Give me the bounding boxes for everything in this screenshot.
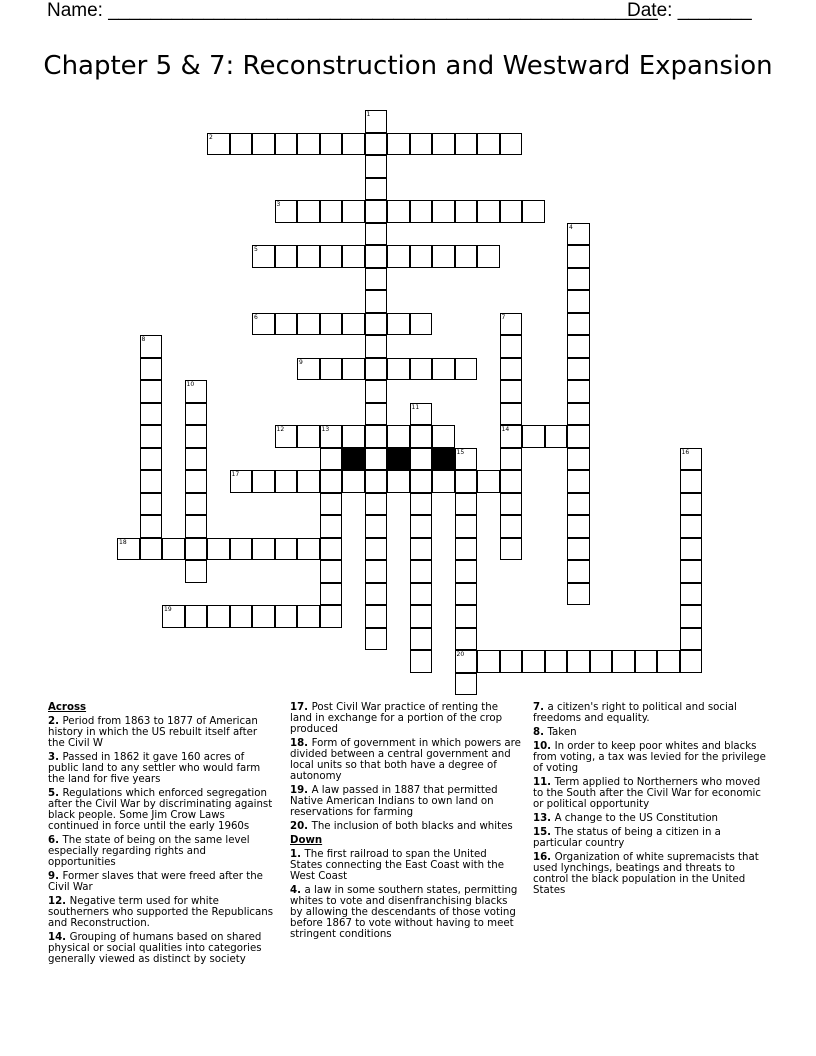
grid-cell[interactable] bbox=[567, 448, 590, 471]
grid-cell[interactable] bbox=[230, 605, 253, 628]
grid-cell[interactable] bbox=[365, 380, 388, 403]
clue-number: 8 bbox=[141, 336, 146, 343]
grid-cell[interactable] bbox=[275, 425, 298, 448]
across-clue bbox=[48, 871, 276, 893]
grid-cell[interactable] bbox=[477, 200, 500, 223]
across-clue bbox=[290, 821, 522, 832]
clue-text: Regulations which enforced segregation after the Civil War by discriminating against black people. Some Jim Crow Laws continued in force until the early 1960s bbox=[48, 788, 273, 832]
date-field[interactable]: Date: _______ bbox=[627, 0, 752, 21]
grid-cell[interactable] bbox=[297, 470, 320, 493]
grid-cell[interactable] bbox=[365, 155, 388, 178]
clue-label: 9. bbox=[48, 871, 63, 882]
clue-text: Grouping of humans based on shared physical or social qualities into categories generally viewed as distinct by society bbox=[48, 932, 262, 965]
grid-cell[interactable] bbox=[297, 313, 320, 336]
grid-cell[interactable] bbox=[275, 470, 298, 493]
grid-block bbox=[432, 448, 455, 471]
page-title: Chapter 5 & 7: Reconstruction and Westward Expansion bbox=[43, 51, 773, 81]
grid-cell[interactable] bbox=[410, 358, 433, 381]
grid-cell[interactable] bbox=[365, 245, 388, 268]
grid-cell[interactable] bbox=[500, 448, 523, 471]
grid-cell[interactable] bbox=[162, 538, 185, 561]
clue-number: 16 bbox=[681, 448, 690, 456]
across-clue bbox=[290, 702, 522, 735]
grid-cell[interactable] bbox=[680, 560, 703, 583]
grid-cell[interactable] bbox=[455, 605, 478, 628]
grid-cell[interactable] bbox=[140, 425, 163, 448]
grid-cell[interactable] bbox=[567, 380, 590, 403]
down-clue bbox=[533, 777, 769, 810]
clue-label: 20. bbox=[290, 821, 312, 832]
name-field[interactable]: Name: ____________________________________________________ bbox=[47, 0, 658, 21]
grid-cell[interactable] bbox=[387, 200, 410, 223]
grid-cell[interactable] bbox=[500, 313, 523, 336]
grid-cell[interactable] bbox=[567, 223, 590, 246]
clue-number: 19 bbox=[164, 606, 172, 613]
grid-cell[interactable] bbox=[140, 358, 163, 381]
grid-cell[interactable] bbox=[590, 650, 613, 673]
grid-cell[interactable] bbox=[365, 335, 388, 358]
clue-text: Form of government in which powers are divided between a central government and local units so that both have a degree of autonomy bbox=[290, 738, 521, 782]
clue-label: 5. bbox=[48, 788, 63, 799]
clue-number: 14 bbox=[501, 426, 510, 433]
clue-number: 15 bbox=[456, 448, 465, 456]
grid-cell[interactable] bbox=[207, 605, 230, 628]
grid-cell[interactable] bbox=[455, 515, 478, 538]
clue-number: 13 bbox=[321, 426, 330, 433]
grid-cell[interactable] bbox=[185, 515, 208, 538]
grid-cell[interactable] bbox=[545, 650, 568, 673]
grid-cell[interactable] bbox=[567, 470, 590, 493]
grid-cell[interactable] bbox=[140, 403, 163, 426]
grid-cell[interactable] bbox=[410, 470, 433, 493]
across-heading: Across bbox=[48, 702, 87, 713]
grid-cell[interactable] bbox=[567, 403, 590, 426]
grid-cell[interactable] bbox=[455, 650, 478, 673]
grid-cell[interactable] bbox=[297, 538, 320, 561]
grid-cell[interactable] bbox=[230, 133, 253, 156]
grid-cell[interactable] bbox=[252, 605, 275, 628]
grid-cell[interactable] bbox=[680, 628, 703, 651]
clue-text: a law in some southern states, permitting whites to vote and disenfranchising blacks by allowing the descendants of those voting before 1867 to vote without having to meet stringent conditions bbox=[290, 885, 518, 940]
down-clue bbox=[290, 885, 522, 940]
grid-cell[interactable] bbox=[275, 245, 298, 268]
clue-text: In order to keep poor whites and blacks from voting, a tax was levied for the privilege of voting bbox=[533, 741, 766, 774]
grid-cell[interactable] bbox=[342, 133, 365, 156]
grid-cell[interactable] bbox=[342, 245, 365, 268]
grid-cell[interactable] bbox=[320, 605, 343, 628]
clue-label: 6. bbox=[48, 835, 63, 846]
grid-cell[interactable] bbox=[455, 448, 478, 471]
grid-cell[interactable] bbox=[320, 583, 343, 606]
grid-cell[interactable] bbox=[342, 313, 365, 336]
across-clue bbox=[48, 752, 276, 785]
grid-cell[interactable] bbox=[432, 425, 455, 448]
grid-cell[interactable] bbox=[635, 650, 658, 673]
clue-label: 8. bbox=[533, 727, 548, 738]
clue-number: 6 bbox=[254, 313, 258, 321]
clue-text: Passed in 1862 it gave 160 acres of public land to any settler who would farm the land for five years bbox=[48, 752, 261, 785]
grid-cell[interactable] bbox=[387, 245, 410, 268]
clue-number: 11 bbox=[411, 403, 420, 411]
clue-number: 7 bbox=[501, 313, 506, 321]
clue-text: The first railroad to span the United States connecting the East Coast with the West Coast bbox=[290, 849, 504, 882]
grid-cell[interactable] bbox=[140, 448, 163, 471]
grid-cell[interactable] bbox=[612, 650, 635, 673]
grid-cell[interactable] bbox=[320, 425, 343, 448]
clue-text: a citizen's right to political and social freedoms and equality. bbox=[533, 702, 737, 724]
clue-number: 12 bbox=[276, 426, 285, 433]
grid-cell[interactable] bbox=[455, 358, 478, 381]
grid-cell[interactable] bbox=[320, 515, 343, 538]
grid-cell[interactable] bbox=[567, 268, 590, 291]
grid-cell[interactable] bbox=[275, 605, 298, 628]
clue-label: 15. bbox=[533, 827, 555, 838]
grid-cell[interactable] bbox=[567, 290, 590, 313]
clue-number: 3 bbox=[276, 201, 281, 208]
grid-cell[interactable] bbox=[342, 425, 365, 448]
grid-cell[interactable] bbox=[252, 538, 275, 561]
grid-cell[interactable] bbox=[185, 403, 208, 426]
clue-text: Term applied to Northerners who moved to the South after the Civil War for economic or political opportunity bbox=[533, 777, 761, 810]
grid-cell[interactable] bbox=[387, 470, 410, 493]
grid-cell[interactable] bbox=[567, 358, 590, 381]
grid-cell[interactable] bbox=[297, 605, 320, 628]
grid-cell[interactable] bbox=[365, 470, 388, 493]
clue-label: 1. bbox=[290, 849, 305, 860]
grid-cell[interactable] bbox=[410, 448, 433, 471]
grid-cell[interactable] bbox=[252, 245, 275, 268]
grid-cell[interactable] bbox=[477, 470, 500, 493]
grid-cell[interactable] bbox=[117, 538, 140, 561]
grid-cell[interactable] bbox=[410, 403, 433, 426]
clue-label: 3. bbox=[48, 752, 63, 763]
grid-cell[interactable] bbox=[410, 605, 433, 628]
grid-cell[interactable] bbox=[140, 380, 163, 403]
grid-cell[interactable] bbox=[365, 605, 388, 628]
grid-cell[interactable] bbox=[365, 628, 388, 651]
grid-cell[interactable] bbox=[567, 650, 590, 673]
clue-label: 19. bbox=[290, 785, 312, 796]
grid-cell[interactable] bbox=[365, 110, 388, 133]
grid-cell[interactable] bbox=[522, 200, 545, 223]
grid-cell[interactable] bbox=[410, 133, 433, 156]
grid-cell[interactable] bbox=[185, 448, 208, 471]
grid-cell[interactable] bbox=[567, 515, 590, 538]
across-clue bbox=[48, 835, 276, 868]
grid-cell[interactable] bbox=[342, 470, 365, 493]
grid-cell[interactable] bbox=[680, 583, 703, 606]
down-clue bbox=[533, 813, 769, 824]
clue-label: 4. bbox=[290, 885, 305, 896]
grid-cell[interactable] bbox=[410, 200, 433, 223]
grid-cell[interactable] bbox=[500, 403, 523, 426]
clue-number: 10 bbox=[186, 381, 195, 388]
grid-cell[interactable] bbox=[320, 538, 343, 561]
clue-number: 4 bbox=[569, 223, 573, 231]
clues-column-1 bbox=[48, 702, 276, 968]
grid-cell[interactable] bbox=[320, 313, 343, 336]
down-heading: Down bbox=[290, 835, 323, 846]
grid-cell[interactable] bbox=[657, 650, 680, 673]
grid-cell[interactable] bbox=[185, 493, 208, 516]
grid-cell[interactable] bbox=[522, 650, 545, 673]
grid-cell[interactable] bbox=[432, 470, 455, 493]
clue-number: 17 bbox=[231, 471, 240, 478]
clue-number: 9 bbox=[299, 358, 303, 366]
grid-cell[interactable] bbox=[207, 133, 230, 156]
grid-cell[interactable] bbox=[455, 560, 478, 583]
grid-cell[interactable] bbox=[320, 560, 343, 583]
grid-cell[interactable] bbox=[252, 133, 275, 156]
clue-label: 11. bbox=[533, 777, 555, 788]
grid-cell[interactable] bbox=[455, 628, 478, 651]
grid-cell[interactable] bbox=[410, 628, 433, 651]
across-clue bbox=[290, 738, 522, 782]
grid-cell[interactable] bbox=[432, 245, 455, 268]
grid-cell[interactable] bbox=[185, 605, 208, 628]
clue-text: A law passed in 1887 that permitted Native American Indians to own land on reservations for farming bbox=[290, 785, 498, 818]
grid-cell[interactable] bbox=[500, 133, 523, 156]
grid-cell[interactable] bbox=[455, 493, 478, 516]
grid-cell[interactable] bbox=[680, 650, 703, 673]
grid-cell[interactable] bbox=[162, 605, 185, 628]
clue-label: 16. bbox=[533, 852, 555, 863]
grid-cell[interactable] bbox=[320, 358, 343, 381]
grid-cell[interactable] bbox=[365, 403, 388, 426]
grid-cell[interactable] bbox=[500, 335, 523, 358]
grid-cell[interactable] bbox=[477, 133, 500, 156]
clues-column-3 bbox=[533, 702, 769, 899]
grid-cell[interactable] bbox=[500, 538, 523, 561]
grid-cell[interactable] bbox=[320, 448, 343, 471]
clue-text: Former slaves that were freed after the Civil War bbox=[48, 871, 263, 893]
grid-cell[interactable] bbox=[365, 178, 388, 201]
grid-cell[interactable] bbox=[297, 358, 320, 381]
grid-cell[interactable] bbox=[252, 470, 275, 493]
grid-cell[interactable] bbox=[365, 313, 388, 336]
grid-cell[interactable] bbox=[455, 200, 478, 223]
grid-cell[interactable] bbox=[365, 560, 388, 583]
grid-cell[interactable] bbox=[297, 245, 320, 268]
down-clue bbox=[533, 827, 769, 849]
grid-block bbox=[387, 448, 410, 471]
grid-cell[interactable] bbox=[567, 245, 590, 268]
clue-text: The state of being on the same level especially regarding rights and opportunities bbox=[48, 835, 250, 868]
grid-cell[interactable] bbox=[410, 583, 433, 606]
grid-cell[interactable] bbox=[320, 493, 343, 516]
grid-cell[interactable] bbox=[320, 470, 343, 493]
grid-cell[interactable] bbox=[455, 673, 478, 696]
across-clue bbox=[48, 896, 276, 929]
clue-number: 2 bbox=[209, 133, 213, 141]
grid-cell[interactable] bbox=[567, 560, 590, 583]
grid-cell[interactable] bbox=[185, 380, 208, 403]
grid-cell[interactable] bbox=[140, 470, 163, 493]
grid-cell[interactable] bbox=[320, 133, 343, 156]
clue-text: Organization of white supremacists that used lynchings, beatings and threats to control the black population in the United States bbox=[533, 852, 759, 896]
clue-label: 10. bbox=[533, 741, 555, 752]
grid-cell[interactable] bbox=[275, 133, 298, 156]
grid-cell[interactable] bbox=[275, 313, 298, 336]
grid-cell[interactable] bbox=[297, 200, 320, 223]
clues-column-2 bbox=[290, 702, 522, 943]
grid-cell[interactable] bbox=[342, 358, 365, 381]
grid-cell[interactable] bbox=[230, 470, 253, 493]
grid-cell[interactable] bbox=[140, 493, 163, 516]
clue-text: Negative term used for white southerners who supported the Republicans and Reconstruction. bbox=[48, 896, 274, 929]
grid-cell[interactable] bbox=[455, 133, 478, 156]
grid-cell[interactable] bbox=[387, 358, 410, 381]
clue-text: A change to the US Constitution bbox=[554, 813, 719, 824]
grid-cell[interactable] bbox=[567, 493, 590, 516]
grid-cell[interactable] bbox=[342, 200, 365, 223]
grid-cell[interactable] bbox=[500, 650, 523, 673]
grid-cell[interactable] bbox=[477, 650, 500, 673]
clue-number: 18 bbox=[119, 538, 127, 546]
grid-cell[interactable] bbox=[365, 425, 388, 448]
grid-cell[interactable] bbox=[567, 335, 590, 358]
clue-label: 12. bbox=[48, 896, 70, 907]
grid-cell[interactable] bbox=[432, 133, 455, 156]
clue-label: 14. bbox=[48, 932, 70, 943]
grid-cell[interactable] bbox=[320, 245, 343, 268]
clue-label: 7. bbox=[533, 702, 548, 713]
grid-cell[interactable] bbox=[410, 650, 433, 673]
grid-cell[interactable] bbox=[410, 425, 433, 448]
grid-cell[interactable] bbox=[185, 538, 208, 561]
grid-cell[interactable] bbox=[365, 515, 388, 538]
grid-cell[interactable] bbox=[365, 583, 388, 606]
grid-cell[interactable] bbox=[365, 223, 388, 246]
grid-cell[interactable] bbox=[275, 538, 298, 561]
clue-number: 20 bbox=[456, 651, 465, 658]
down-clue bbox=[533, 741, 769, 774]
across-clue bbox=[290, 785, 522, 818]
grid-cell[interactable] bbox=[207, 538, 230, 561]
grid-cell[interactable] bbox=[500, 425, 523, 448]
down-clue bbox=[533, 727, 769, 738]
grid-cell[interactable] bbox=[365, 200, 388, 223]
grid-cell[interactable] bbox=[365, 538, 388, 561]
grid-cell[interactable] bbox=[567, 583, 590, 606]
grid-cell[interactable] bbox=[680, 470, 703, 493]
grid-cell[interactable] bbox=[455, 470, 478, 493]
clue-label: 13. bbox=[533, 813, 555, 824]
grid-cell[interactable] bbox=[500, 358, 523, 381]
grid-cell[interactable] bbox=[320, 200, 343, 223]
grid-cell[interactable] bbox=[275, 200, 298, 223]
clue-text: Post Civil War practice of renting the land in exchange for a portion of the crop produced bbox=[290, 702, 503, 735]
grid-cell[interactable] bbox=[680, 605, 703, 628]
grid-cell[interactable] bbox=[365, 448, 388, 471]
clue-text: Taken bbox=[547, 727, 577, 738]
grid-cell[interactable] bbox=[567, 313, 590, 336]
grid-cell[interactable] bbox=[477, 245, 500, 268]
grid-cell[interactable] bbox=[455, 583, 478, 606]
grid-cell[interactable] bbox=[500, 200, 523, 223]
grid-cell[interactable] bbox=[500, 380, 523, 403]
clue-number: 1 bbox=[366, 111, 371, 118]
grid-cell[interactable] bbox=[410, 538, 433, 561]
grid-cell[interactable] bbox=[680, 538, 703, 561]
grid-cell[interactable] bbox=[500, 515, 523, 538]
grid-cell[interactable] bbox=[185, 470, 208, 493]
clue-label: 18. bbox=[290, 738, 312, 749]
grid-cell[interactable] bbox=[185, 425, 208, 448]
grid-cell[interactable] bbox=[455, 245, 478, 268]
grid-cell[interactable] bbox=[140, 335, 163, 358]
grid-cell[interactable] bbox=[252, 313, 275, 336]
clue-text: Period from 1863 to 1877 of American history in which the US rebuilt itself after the Civil W bbox=[48, 716, 258, 749]
grid-cell[interactable] bbox=[365, 358, 388, 381]
grid-cell[interactable] bbox=[522, 425, 545, 448]
grid-cell[interactable] bbox=[500, 493, 523, 516]
grid-cell[interactable] bbox=[410, 313, 433, 336]
across-clue bbox=[48, 932, 276, 965]
clue-label: 2. bbox=[48, 716, 63, 727]
grid-cell[interactable] bbox=[365, 290, 388, 313]
grid-cell[interactable] bbox=[230, 538, 253, 561]
grid-cell[interactable] bbox=[297, 133, 320, 156]
grid-cell[interactable] bbox=[140, 538, 163, 561]
grid-cell[interactable] bbox=[410, 560, 433, 583]
grid-cell[interactable] bbox=[680, 493, 703, 516]
grid-cell[interactable] bbox=[567, 538, 590, 561]
grid-cell[interactable] bbox=[455, 538, 478, 561]
grid-cell[interactable] bbox=[365, 268, 388, 291]
grid-cell[interactable] bbox=[680, 515, 703, 538]
grid-cell[interactable] bbox=[140, 515, 163, 538]
grid-cell[interactable] bbox=[365, 493, 388, 516]
grid-cell[interactable] bbox=[410, 493, 433, 516]
grid-cell[interactable] bbox=[432, 200, 455, 223]
grid-cell[interactable] bbox=[410, 515, 433, 538]
clue-number: 5 bbox=[254, 246, 258, 253]
grid-cell[interactable] bbox=[297, 425, 320, 448]
grid-cell[interactable] bbox=[410, 245, 433, 268]
grid-cell[interactable] bbox=[387, 133, 410, 156]
across-clue bbox=[48, 716, 276, 749]
grid-cell[interactable] bbox=[185, 560, 208, 583]
clue-text: The status of being a citizen in a particular country bbox=[533, 827, 721, 849]
grid-block bbox=[342, 448, 365, 471]
grid-cell[interactable] bbox=[567, 425, 590, 448]
down-clue bbox=[290, 849, 522, 882]
grid-cell[interactable] bbox=[365, 133, 388, 156]
grid-cell[interactable] bbox=[387, 313, 410, 336]
down-clue bbox=[533, 702, 769, 724]
clue-label: 17. bbox=[290, 702, 312, 713]
across-clue bbox=[48, 788, 276, 832]
grid-cell[interactable] bbox=[387, 425, 410, 448]
grid-cell[interactable] bbox=[545, 425, 568, 448]
grid-cell[interactable] bbox=[500, 470, 523, 493]
grid-cell[interactable] bbox=[432, 358, 455, 381]
clue-text: The inclusion of both blacks and whites bbox=[311, 821, 513, 832]
down-clue bbox=[533, 852, 769, 896]
grid-cell[interactable] bbox=[680, 448, 703, 471]
